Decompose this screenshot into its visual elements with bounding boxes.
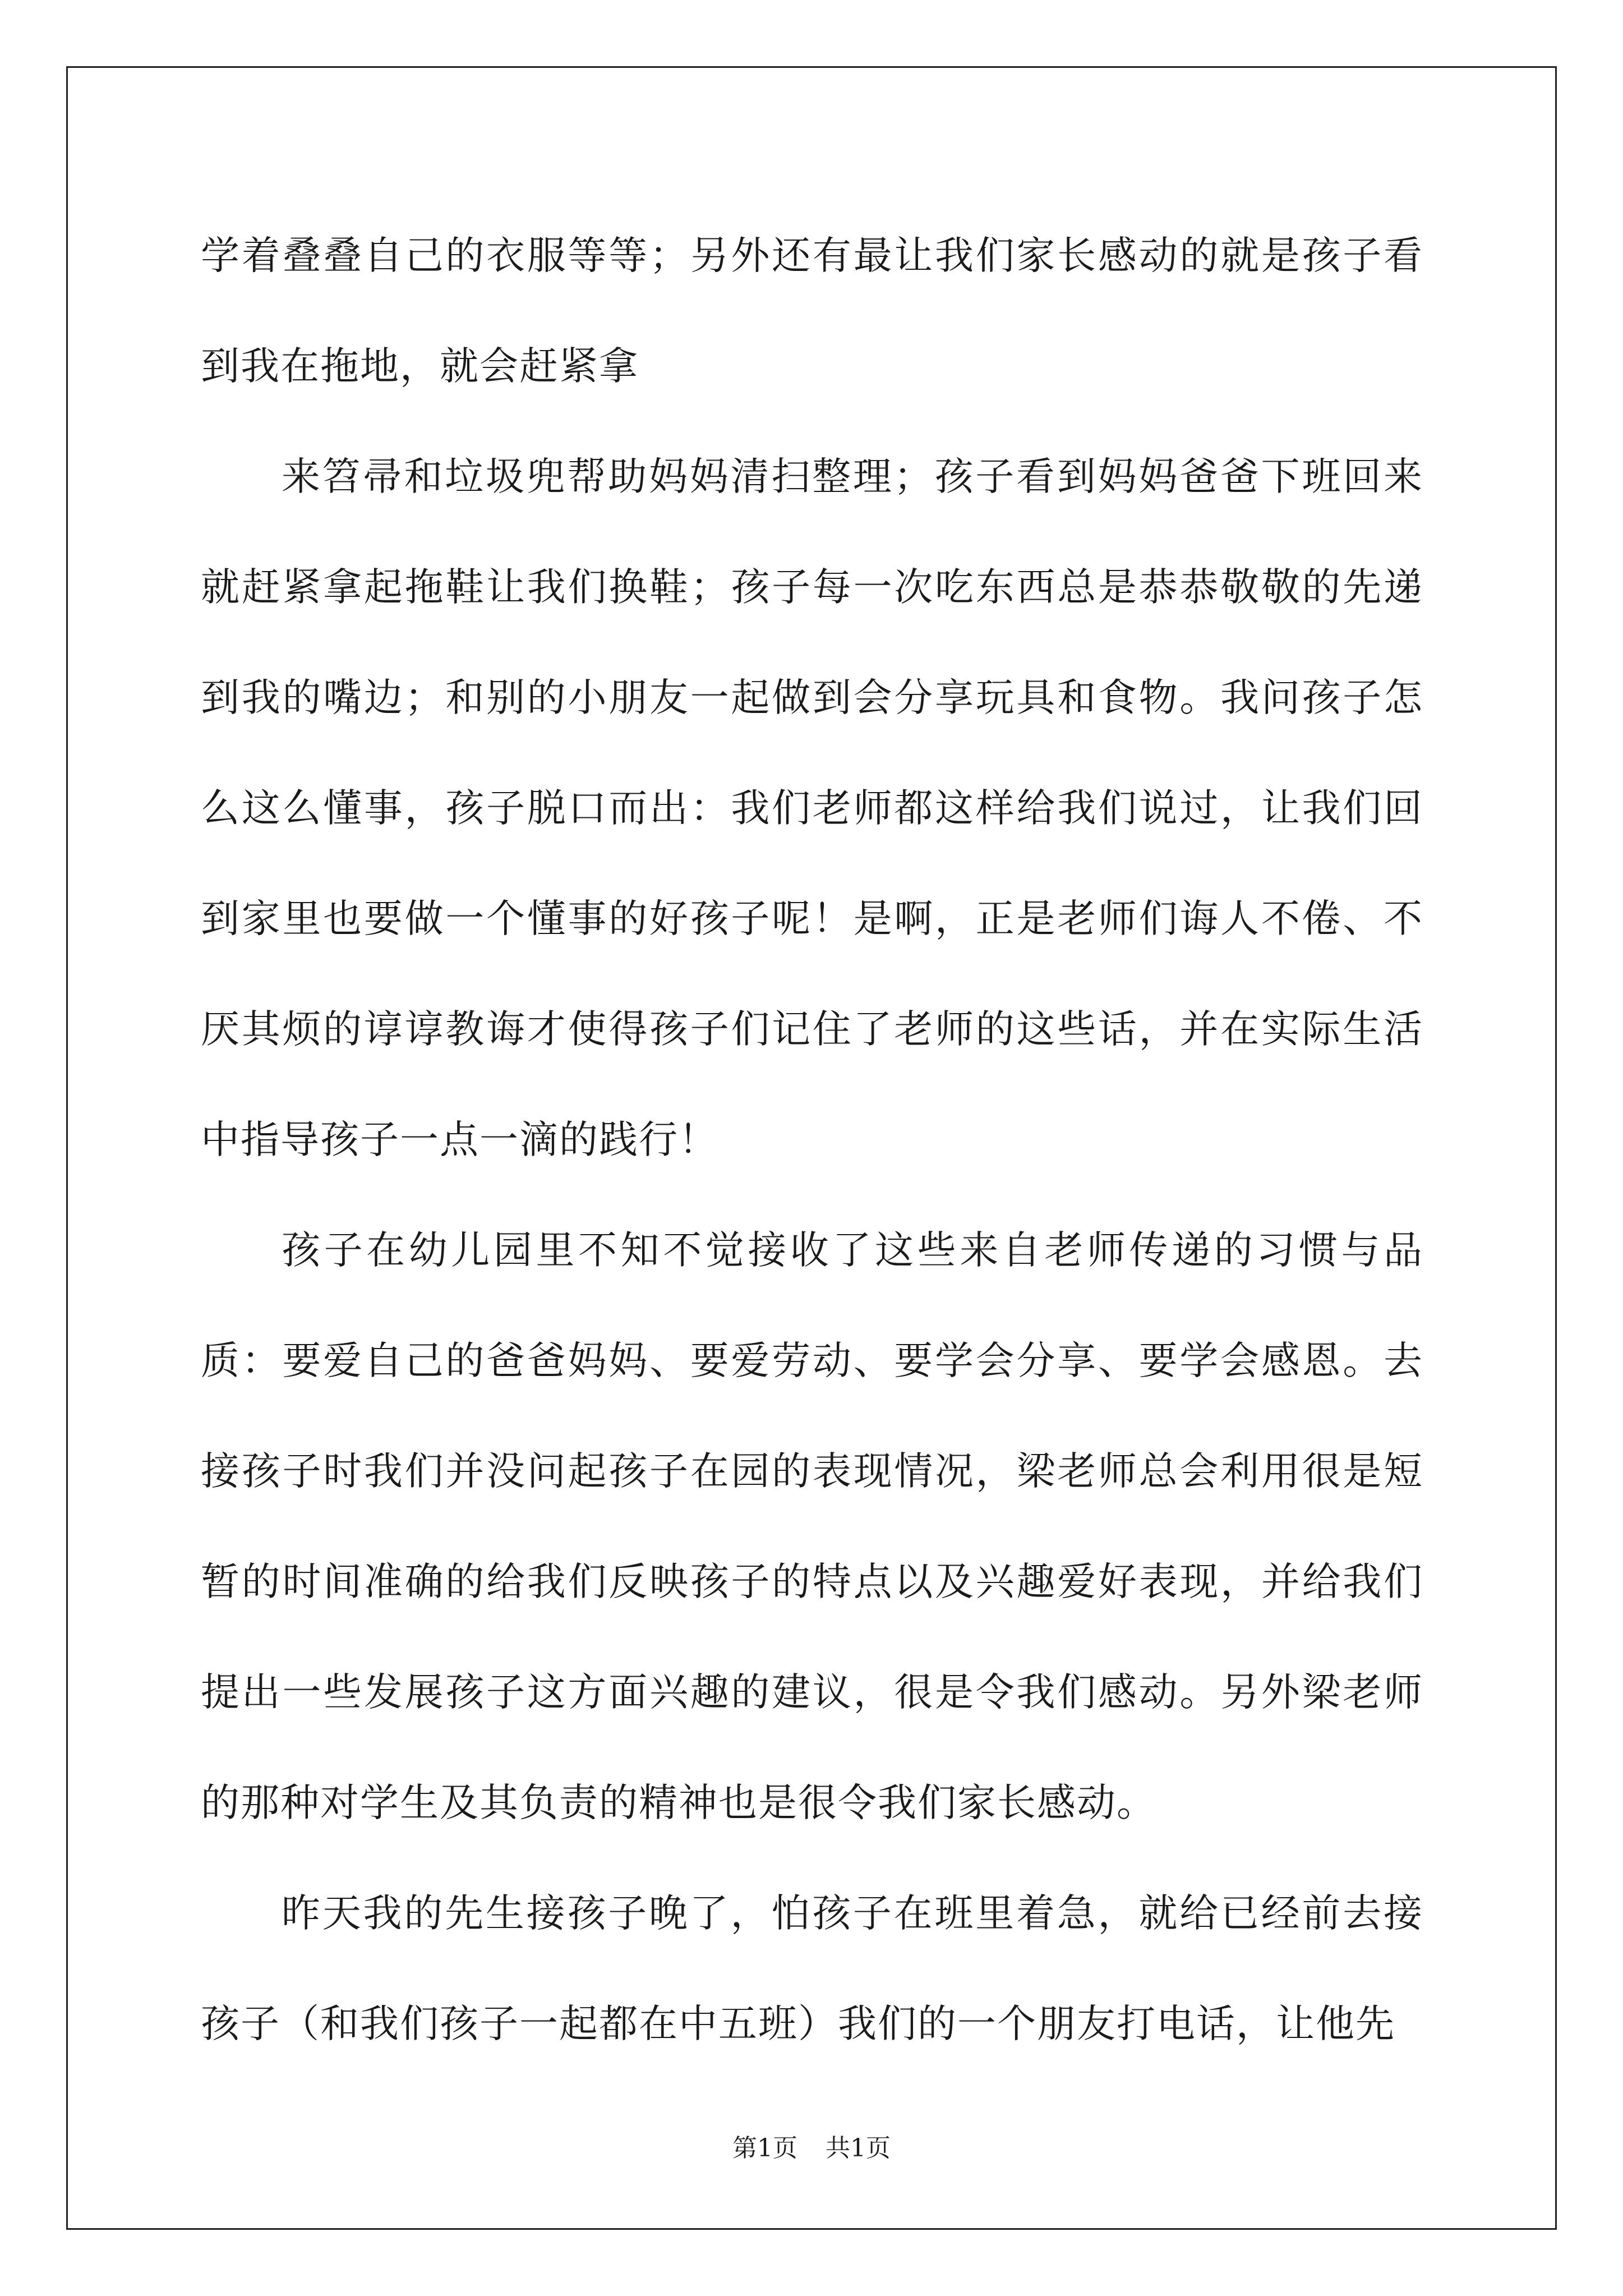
document-body	[201, 201, 1423, 2079]
paragraph-3: 孩子在幼儿园里不知不觉接收了这些来自老师传递的习惯与品质：要爱自己的爸爸妈妈、要爱劳动、要学会分享、要学会感恩。去接孩子时我们并没问起孩子在园的表现情况，梁老师总会利用很是短暂的时间准确的给我们反映孩子的特点以及兴趣爱好表现，并给我们提出一些发展孩子这方面兴趣的建议，很是令我们感动。另外梁老师的那种对学生及其负责的精神也是很令我们家长感动。	[201, 1228, 1423, 1825]
page-footer	[0, 2132, 1623, 2165]
page-number-total: 共1页	[826, 2134, 891, 2162]
paragraph-2: 来笤帚和垃圾兜帮助妈妈清扫整理；孩子看到妈妈爸爸下班回来就赶紧拿起拖鞋让我们换鞋；孩子每一次吃东西总是恭恭敬敬的先递到我的嘴边；和别的小朋友一起做到会分享玩具和食物。我问孩子怎么这么懂事，孩子脱口而出：我们老师都这样给我们说过，让我们回到家里也要做一个懂事的好孩子呢！是啊，正是老师们诲人不倦、不厌其烦的谆谆教诲才使得孩子们记住了老师的这些话，并在实际生活中指导孩子一点一滴的践行！	[201, 454, 1423, 1162]
paragraph-4: 昨天我的先生接孩子晚了，怕孩子在班里着急，就给已经前去接孩子（和我们孩子一起都在中五班）我们的一个朋友打电话，让他先	[201, 1891, 1423, 2046]
page-number-current: 第1页	[732, 2134, 797, 2162]
paragraph-1: 学着叠叠自己的衣服等等；另外还有最让我们家长感动的就是孩子看到我在拖地，就会赶紧拿	[201, 233, 1423, 389]
